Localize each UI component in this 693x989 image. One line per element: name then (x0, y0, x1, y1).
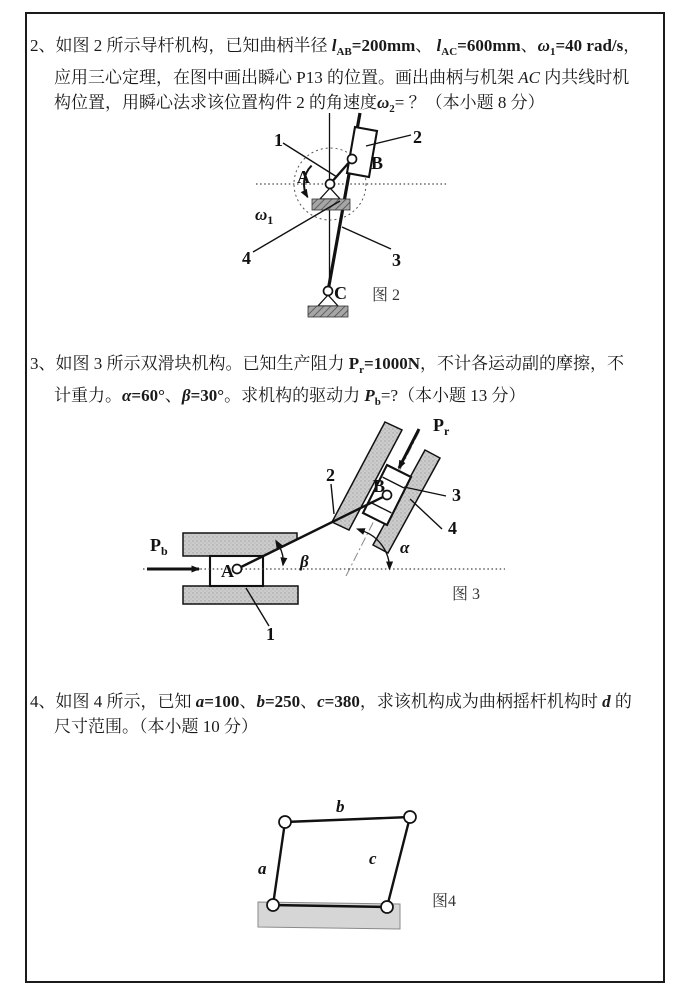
text-segment: 、 (164, 386, 182, 405)
ground-block-a (312, 199, 350, 210)
resistance-force-arrow-pr (399, 429, 419, 468)
label-point-c: C (334, 283, 347, 303)
figure-2-caption: 图 2 (372, 287, 401, 304)
text-segment: 内共线时机 (539, 68, 630, 87)
text-segment: AC (441, 46, 458, 58)
text-segment: 、 (520, 36, 538, 55)
text-segment: =40 rad/s (555, 36, 624, 55)
text-segment: b (256, 692, 265, 711)
label-point-b: B (373, 476, 386, 496)
text-segment: =? (380, 386, 399, 405)
pivot-bottom-left (267, 899, 279, 911)
text-segment: ， (623, 36, 641, 55)
text-segment: b (374, 396, 381, 408)
coupler-link-b (285, 817, 410, 822)
text-segment: =380 (324, 692, 360, 711)
question-4-line-2 (30, 714, 660, 739)
text-segment: 1 (549, 46, 556, 58)
text-segment: =60° (131, 386, 165, 405)
leader-line-4 (410, 499, 442, 529)
label-omega1: $\omega_1$ (255, 205, 274, 227)
text-segment: c (317, 692, 325, 711)
text-segment: α (122, 386, 132, 405)
label-link4: 4 (448, 518, 457, 538)
text-segment: （本小题 13 分） (398, 386, 526, 405)
text-segment: ω (537, 36, 550, 55)
question-2-line-1 (30, 33, 660, 65)
text-segment: AC (518, 68, 540, 87)
pivot-a (326, 180, 335, 189)
text-segment: AB (336, 46, 352, 58)
text-segment: =600mm (457, 36, 521, 55)
label-point-b: B (371, 153, 384, 173)
label-link2: 2 (413, 127, 422, 147)
label-link4: 4 (242, 248, 251, 268)
label-link2: 2 (326, 465, 335, 485)
label-force-pb: $P_b$ (150, 535, 168, 558)
text-segment: = ？（本小题 8 分） (394, 93, 545, 112)
text-segment: 2 (389, 103, 395, 115)
text-segment: r (359, 364, 365, 376)
text-segment: 。求机构的驱动力 (224, 386, 365, 405)
question-3-line-2 (30, 383, 660, 415)
crank-link-a (273, 822, 285, 905)
text-segment: 计重力。 (54, 386, 122, 405)
figure-3-double-slider-mechanism (130, 415, 520, 645)
figure-3-caption: 图 3 (452, 586, 481, 603)
text-segment: 3、如图 3 所示双滑块机构。已知生产阻力 (30, 354, 349, 373)
text-segment: l (331, 36, 337, 55)
text-segment: P (348, 354, 360, 373)
text-segment: =250 (264, 692, 301, 711)
text-segment: 构位置，用瞬心法求该位置构件 2 的角速度 (54, 93, 377, 112)
label-link-c: c (369, 849, 377, 868)
label-force-pr: $P_r$ (433, 415, 450, 438)
text-segment: 、 (239, 692, 257, 711)
text-segment: ，求该机构成为曲柄摇杆机构时 (359, 692, 603, 711)
question-2-line-2 (30, 65, 660, 90)
figure-4-four-bar-linkage (240, 795, 480, 940)
label-link3: 3 (452, 485, 461, 505)
leader-line-2 (331, 484, 334, 514)
label-link1: 1 (274, 130, 283, 150)
text-segment: 、 (415, 36, 437, 55)
text-segment: d (602, 692, 611, 711)
label-link-b: b (336, 797, 345, 816)
pivot-bottom-right (381, 901, 393, 913)
question-4 (30, 689, 660, 739)
label-point-a: A (297, 167, 310, 187)
text-segment: =100 (204, 692, 240, 711)
text-segment: 的 (610, 692, 632, 711)
pivot-top-left (279, 816, 291, 828)
pivot-b (348, 155, 357, 164)
question-4-line-1 (30, 689, 660, 714)
leader-line-3 (342, 227, 391, 249)
horizontal-guide-lower (183, 586, 298, 604)
text-segment: 应用三心定理，在图中画出瞬心 P13 的位置。画出曲柄与机架 (54, 68, 519, 87)
label-point-a: A (221, 561, 234, 581)
text-segment: 、 (300, 692, 318, 711)
label-link-a: a (258, 859, 267, 878)
label-link3: 3 (392, 250, 401, 270)
question-3 (30, 351, 660, 415)
text-segment: P (364, 386, 375, 405)
label-angle-alpha: α (400, 538, 410, 557)
figure-2-guide-bar-mechanism (230, 108, 460, 323)
text-segment: β (181, 386, 191, 405)
text-segment: =200mm (351, 36, 416, 55)
horizontal-guide-upper (183, 533, 297, 556)
ground-triangle-a (320, 188, 340, 199)
text-segment: 尺寸范围。（本小题 10 分） (54, 717, 258, 736)
figure-4-caption: 图4 (432, 893, 457, 910)
ground-block-c (308, 306, 348, 317)
text-segment: ，不计各运动副的摩擦，不 (420, 354, 624, 373)
text-segment: a (195, 692, 205, 711)
text-segment: =30° (190, 386, 225, 405)
text-segment: 2、如图 2 所示导杆机构，已知曲柄半径 (30, 36, 332, 55)
pivot-top-right (404, 811, 416, 823)
text-segment: =1000N (364, 354, 420, 373)
label-link1: 1 (266, 624, 275, 644)
rocker-link-c (387, 817, 410, 907)
question-3-line-1 (30, 351, 660, 383)
text-segment: l (436, 36, 442, 55)
text-segment: ω (377, 93, 390, 112)
label-angle-beta: β (300, 552, 309, 571)
text-segment: 4、如图 4 所示，已知 (30, 692, 196, 711)
pivot-c (324, 287, 333, 296)
